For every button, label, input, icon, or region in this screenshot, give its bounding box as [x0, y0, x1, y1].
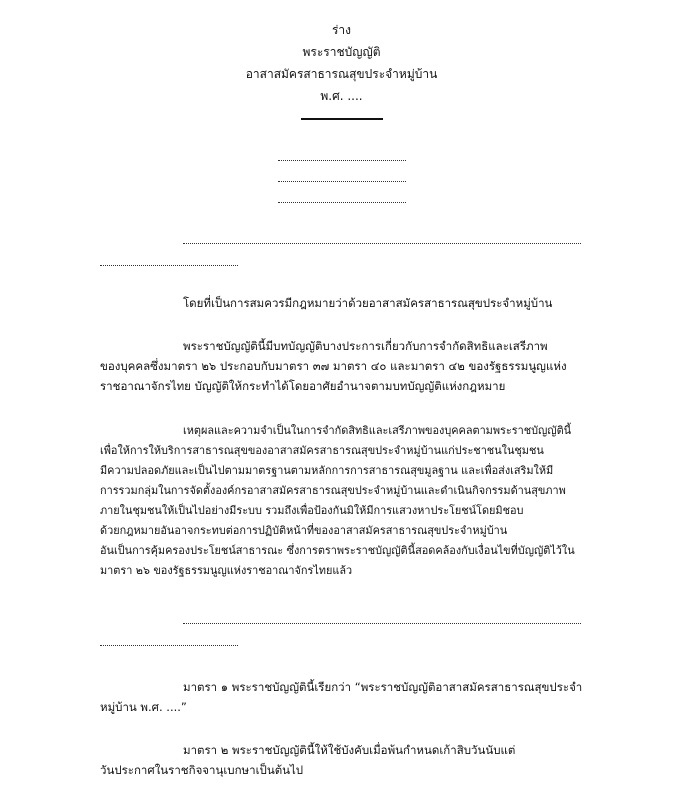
blank-dots-3 [183, 623, 581, 624]
act-name: อาสาสมัครสาธารณสุขประจำหมู่บ้าน [245, 67, 438, 81]
act-year: พ.ศ. .... [320, 89, 363, 103]
blank-dots-2 [100, 265, 238, 266]
rights-clause: พระราชบัญญัตินี้มีบทบัญญัติบางประการเกี่ยวกับการจำกัดสิทธิและเสรีภาพ ของบุคคลซึ่งมาตรา ๒๖ ประกอบกับมาตรา ๓๗ มาตรา ๔๐ และมาตรา ๔๒ ของรัฐธรรมนูญแห่ง ราชอาณาจักรไทย บัญญัติให้กระทำได้โดยอาศัยอำนาจตามบทบัญญัติแห่งกฎหมาย [100, 339, 567, 393]
signature-dots-3 [278, 202, 406, 203]
signature-dots-1 [278, 160, 406, 161]
signature-dots-2 [278, 181, 406, 182]
draft-label: ร่าง [331, 23, 352, 37]
title-underline [301, 118, 383, 120]
section-2: มาตรา ๒ พระราชบัญญัตินี้ให้ใช้บังคับเมื่อพ้นกำหนดเก้าสิบวันนับแต่ วันประกาศในราชกิจจานุเบกษาเป็นต้นไป [100, 743, 516, 777]
act-type: พระราชบัญญัติ [302, 45, 381, 59]
blank-dots-1 [183, 243, 581, 244]
reason-clause: เหตุผลและความจำเป็นในการจำกัดสิทธิและเสรีภาพของบุคคลตามพระราชบัญญัตินี้ เพื่อให้การให้บริการสาธารณสุขของอาสาสมัครสาธารณสุขประจำหมู่บ้านแก่ประชาชนในชุมชน มีความปลอดภัยและเป็นไปตามมาตรฐานตามหลักการการสาธารณสุขมูลฐาน และเพื่อส่งเสริมให้มี การรวมกลุ่มในการจัดตั้งองค์กรอาสาสมัครสาธารณสุขประจำหมู่บ้านและดำเนินกิจกรรมด้านสุขภาพ ภายในชุมชนให้เป็นไปอย่างมีระบบ รวมถึงเพื่อป้องกันมิให้มีการแสวงหาประโยชน์โดยมิชอบ ด้วยกฎหมายอันอาจกระทบต่อการปฏิบัติหน้าที่ของอาสาสมัครสาธารณสุขประจำหมู่บ้าน อันเป็นการคุ้มครองประโยชน์สาธารณะ ซึ่งการตราพระราชบัญญัตินี้สอดคล้องกับเงื่อนไขที่บัญญัติไว้ใน มาตรา ๒๖ ของรัฐธรรมนูญแห่งราชอาณาจักรไทยแล้ว [100, 424, 575, 577]
preamble: โดยที่เป็นการสมควรมีกฎหมายว่าด้วยอาสาสมัครสาธารณสุขประจำหมู่บ้าน [183, 296, 553, 310]
blank-dots-4 [100, 645, 238, 646]
section-1: มาตรา ๑ พระราชบัญญัตินี้เรียกว่า “พระราชบัญญัติอาสาสมัครสาธารณสุขประจำ หมู่บ้าน พ.ศ. ....” [100, 680, 583, 714]
